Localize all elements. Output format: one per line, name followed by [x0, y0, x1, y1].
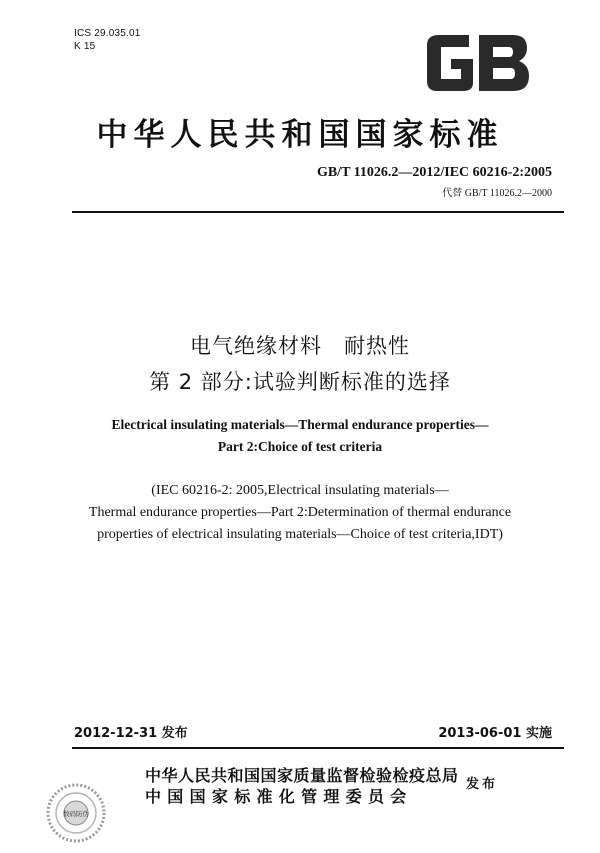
issuing-org-sac: 中国国家标准化管理委员会	[145, 787, 413, 806]
ccs-code: K 15	[74, 41, 96, 52]
gb-logo	[423, 33, 531, 93]
title-en-line1: Electrical insulating materials—Thermal endurance properties—	[111, 417, 489, 432]
title-cn-line2: 第 2 部分:试验判断标准的选择	[149, 370, 451, 394]
replaces-standard: 代替 GB/T 11026.2—2000	[442, 188, 552, 199]
title-cn-line1: 电气绝缘材料 耐热性	[190, 334, 410, 358]
idt-line: properties of electrical insulating materials—Choice of test criteria,IDT)	[97, 527, 503, 542]
implementation-date: 2013-06-01 实施	[438, 726, 552, 741]
issuing-org-aqsiq: 中华人民共和国国家质量监督检验检疫总局	[145, 766, 459, 785]
standard-number: GB/T 11026.2—2012/IEC 60216-2:2005	[316, 165, 552, 180]
ics-code: ICS 29.035.01	[74, 28, 141, 39]
idt-line: Thermal endurance properties—Part 2:Determination of thermal endurance	[88, 505, 512, 520]
gb-logo-shape	[427, 35, 529, 91]
stamp-text: 数码防伪	[63, 810, 89, 818]
issue-label: 发布	[466, 777, 499, 792]
classification-codes	[74, 27, 141, 53]
publish-date: 2012-12-31 发布	[74, 726, 188, 741]
top-divider	[72, 211, 564, 213]
idt-line: (IEC 60216-2: 2005,Electrical insulating materials—	[151, 483, 449, 498]
anti-counterfeit-stamp	[44, 782, 108, 844]
idt-reference	[0, 480, 600, 546]
bottom-divider	[72, 747, 564, 749]
title-en-line2: Part 2:Choice of test criteria	[217, 439, 383, 454]
standard-type-title: 中华人民共和国国家标准	[96, 117, 504, 153]
